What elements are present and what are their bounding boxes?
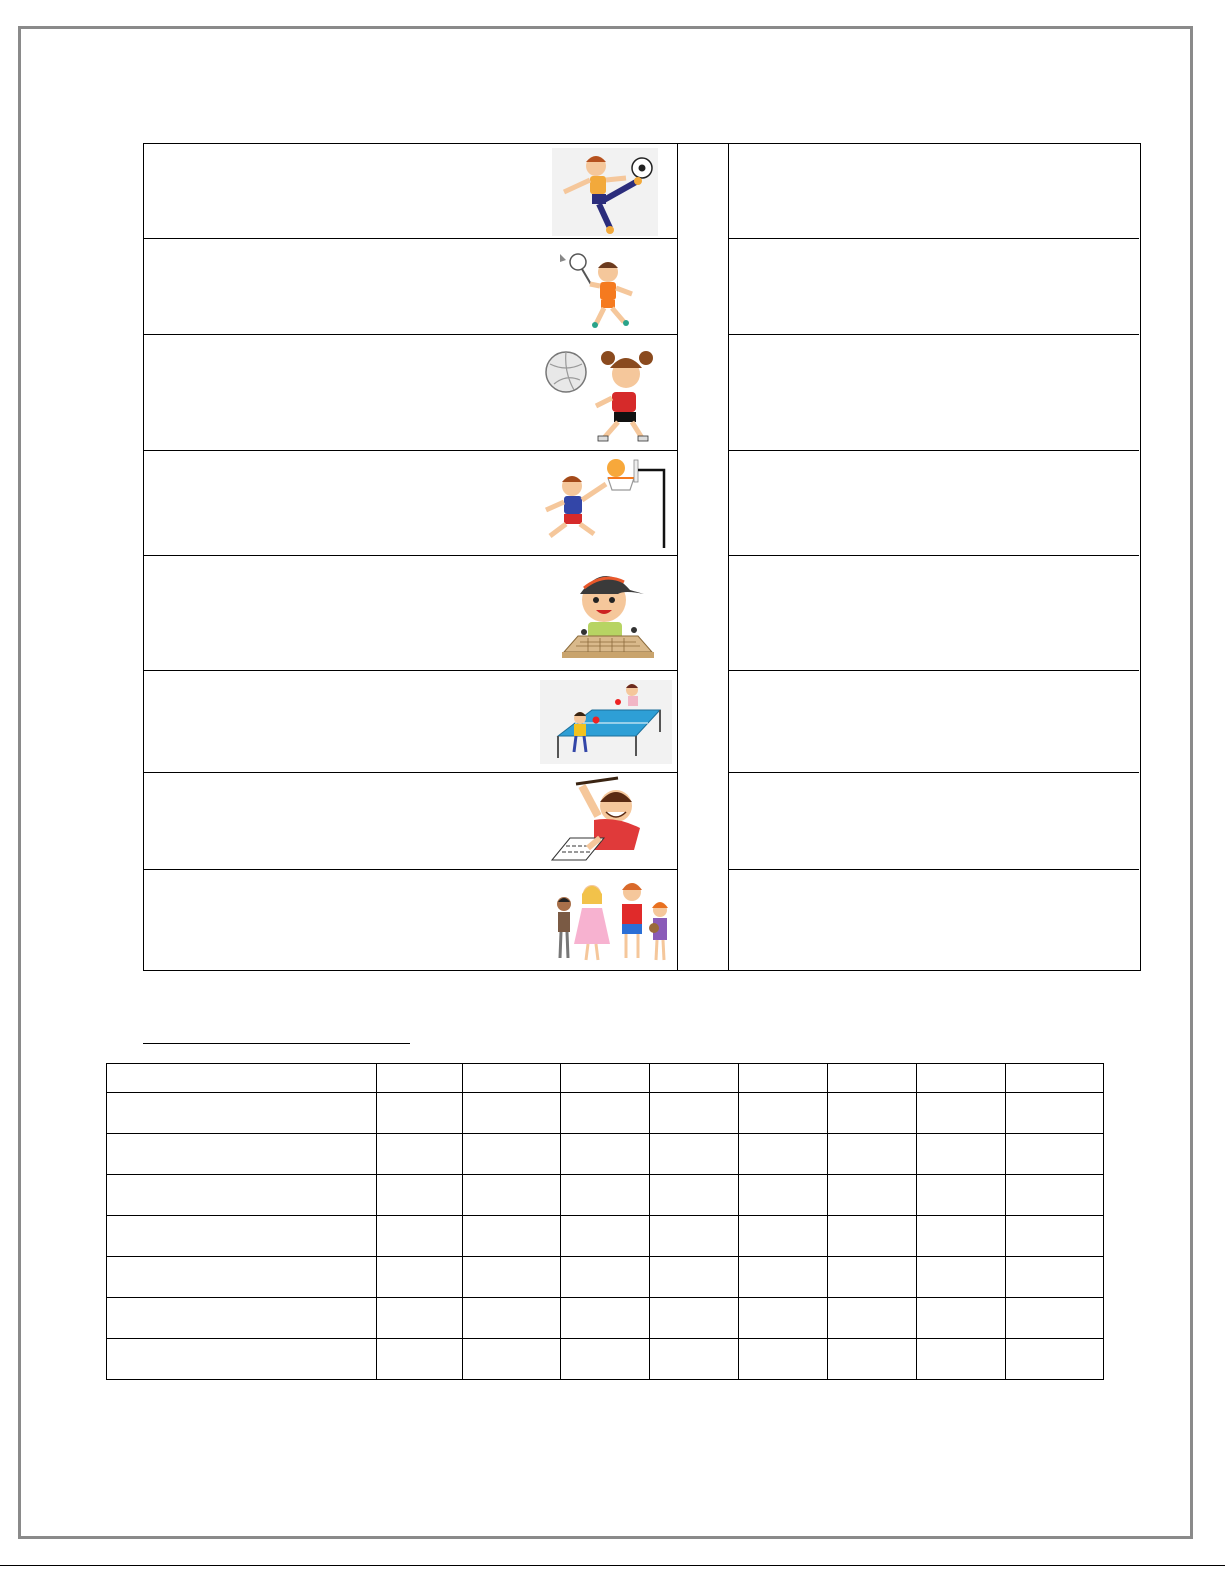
row-divider: [728, 555, 1139, 556]
table-cell[interactable]: [650, 1093, 739, 1134]
table-cell[interactable]: [1006, 1216, 1104, 1257]
table-cell[interactable]: [917, 1298, 1006, 1339]
header-cell[interactable]: [650, 1064, 739, 1093]
table-cell[interactable]: [107, 1339, 377, 1380]
table-cell[interactable]: [739, 1093, 828, 1134]
table-cell[interactable]: [650, 1216, 739, 1257]
table-row: [107, 1093, 1104, 1134]
table-cell[interactable]: [828, 1257, 917, 1298]
table-row: [107, 1257, 1104, 1298]
table-cell[interactable]: [739, 1134, 828, 1175]
table-cell[interactable]: [739, 1339, 828, 1380]
header-cell[interactable]: [377, 1064, 463, 1093]
table-cell[interactable]: [463, 1175, 561, 1216]
table-cell[interactable]: [463, 1093, 561, 1134]
table-cell[interactable]: [1006, 1134, 1104, 1175]
table-cell[interactable]: [463, 1298, 561, 1339]
row-divider: [144, 772, 677, 773]
table-cell[interactable]: [561, 1216, 650, 1257]
table-cell[interactable]: [917, 1134, 1006, 1175]
row-divider: [144, 450, 677, 451]
survey-title-line: [143, 1043, 410, 1044]
table-cell[interactable]: [561, 1134, 650, 1175]
table-cell[interactable]: [1006, 1339, 1104, 1380]
survey-grid-table: [106, 1063, 1104, 1380]
header-cell[interactable]: [1006, 1064, 1104, 1093]
children-group-image: [550, 876, 676, 966]
soccer-player-image: [552, 148, 658, 236]
table-cell[interactable]: [377, 1298, 463, 1339]
column-divider: [728, 144, 729, 970]
table-cell[interactable]: [377, 1257, 463, 1298]
table-cell[interactable]: [917, 1216, 1006, 1257]
table-cell[interactable]: [463, 1216, 561, 1257]
table-row: [107, 1298, 1104, 1339]
header-cell[interactable]: [561, 1064, 650, 1093]
header-cell[interactable]: [917, 1064, 1006, 1093]
row-divider: [728, 772, 1139, 773]
table-tennis-players-image: [540, 680, 672, 764]
row-divider: [144, 555, 677, 556]
page-bottom-line: [0, 1565, 1225, 1566]
table-cell[interactable]: [107, 1257, 377, 1298]
header-cell[interactable]: [107, 1064, 377, 1093]
row-divider: [728, 238, 1139, 239]
table-cell[interactable]: [650, 1175, 739, 1216]
chess-player-image: [556, 564, 660, 662]
table-cell[interactable]: [463, 1134, 561, 1175]
table-cell[interactable]: [1006, 1093, 1104, 1134]
table-cell[interactable]: [377, 1093, 463, 1134]
table-cell[interactable]: [739, 1257, 828, 1298]
table-cell[interactable]: [828, 1298, 917, 1339]
table-cell[interactable]: [561, 1175, 650, 1216]
table-cell[interactable]: [650, 1339, 739, 1380]
table-cell[interactable]: [828, 1339, 917, 1380]
table-cell[interactable]: [828, 1093, 917, 1134]
table-header-row: [107, 1064, 1104, 1093]
row-divider: [144, 238, 677, 239]
table-cell[interactable]: [561, 1298, 650, 1339]
table-cell[interactable]: [377, 1175, 463, 1216]
table-cell[interactable]: [1006, 1257, 1104, 1298]
row-divider: [144, 334, 677, 335]
table-cell[interactable]: [917, 1257, 1006, 1298]
table-row: [107, 1175, 1104, 1216]
table-row: [107, 1134, 1104, 1175]
bingo-player-image: [548, 776, 658, 866]
table-cell[interactable]: [917, 1093, 1006, 1134]
table-cell[interactable]: [107, 1298, 377, 1339]
table-cell[interactable]: [650, 1257, 739, 1298]
table-cell[interactable]: [561, 1257, 650, 1298]
table-cell[interactable]: [917, 1339, 1006, 1380]
row-divider: [144, 670, 677, 671]
row-divider: [728, 334, 1139, 335]
table-cell[interactable]: [561, 1339, 650, 1380]
table-cell[interactable]: [377, 1339, 463, 1380]
table-cell[interactable]: [650, 1298, 739, 1339]
table-cell[interactable]: [1006, 1175, 1104, 1216]
table-cell[interactable]: [107, 1093, 377, 1134]
volleyball-player-image: [542, 340, 672, 446]
header-cell[interactable]: [739, 1064, 828, 1093]
badminton-player-image: [548, 244, 648, 330]
table-cell[interactable]: [739, 1216, 828, 1257]
table-cell[interactable]: [828, 1216, 917, 1257]
table-cell[interactable]: [377, 1134, 463, 1175]
table-cell[interactable]: [739, 1175, 828, 1216]
row-divider: [728, 670, 1139, 671]
table-row: [107, 1216, 1104, 1257]
table-cell[interactable]: [377, 1216, 463, 1257]
table-cell[interactable]: [828, 1175, 917, 1216]
table-cell[interactable]: [107, 1134, 377, 1175]
header-cell[interactable]: [828, 1064, 917, 1093]
table-cell[interactable]: [107, 1216, 377, 1257]
row-divider: [144, 869, 677, 870]
table-cell[interactable]: [828, 1134, 917, 1175]
table-cell[interactable]: [463, 1339, 561, 1380]
row-divider: [728, 869, 1139, 870]
basketball-player-image: [536, 456, 672, 548]
table-row: [107, 1339, 1104, 1380]
table-cell[interactable]: [561, 1093, 650, 1134]
row-divider: [728, 450, 1139, 451]
column-divider: [677, 144, 678, 970]
header-cell[interactable]: [463, 1064, 561, 1093]
matching-table: [143, 143, 1141, 971]
table-cell[interactable]: [739, 1298, 828, 1339]
table-cell[interactable]: [107, 1175, 377, 1216]
answer-cell[interactable]: [728, 144, 1139, 238]
table-cell[interactable]: [917, 1175, 1006, 1216]
table-cell[interactable]: [650, 1134, 739, 1175]
table-cell[interactable]: [1006, 1298, 1104, 1339]
table-cell[interactable]: [463, 1257, 561, 1298]
